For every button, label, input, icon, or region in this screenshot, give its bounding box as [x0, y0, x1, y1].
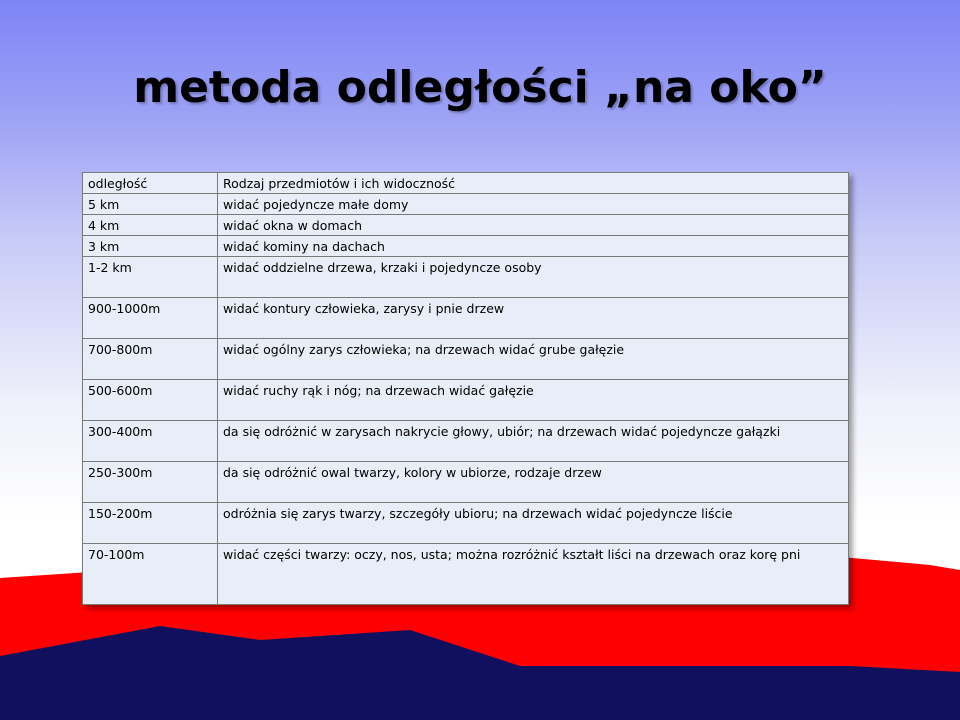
visibility-cell: widać ogólny zarys człowieka; na drzewach widać grube gałęzie: [218, 339, 849, 380]
distance-cell: 3 km: [83, 236, 218, 257]
distance-cell: 1-2 km: [83, 257, 218, 298]
visibility-cell: widać części twarzy: oczy, nos, usta; można rozróżnić kształt liści na drzewach oraz korę pni: [218, 544, 849, 605]
table-row: [83, 339, 849, 380]
visibility-cell: widać oddzielne drzewa, krzaki i pojedyncze osoby: [218, 257, 849, 298]
table-row: [83, 194, 849, 215]
table-row: [83, 298, 849, 339]
table-row: [83, 257, 849, 298]
distance-cell: 700-800m: [83, 339, 218, 380]
table-row: [83, 380, 849, 421]
header-cell-visibility: Rodzaj przedmiotów i ich widoczność: [218, 173, 849, 194]
distance-cell: 500-600m: [83, 380, 218, 421]
table-row: [83, 503, 849, 544]
visibility-cell: odróżnia się zarys twarzy, szczegóły ubioru; na drzewach widać pojedyncze liście: [218, 503, 849, 544]
distance-cell: 5 km: [83, 194, 218, 215]
table-row: [83, 421, 849, 462]
table-header-row: [83, 173, 849, 194]
slide-title: metoda odległości „na oko”: [133, 62, 827, 113]
visibility-cell: widać kominy na dachach: [218, 236, 849, 257]
visibility-cell: widać kontury człowieka, zarysy i pnie drzew: [218, 298, 849, 339]
table-row: [83, 462, 849, 503]
distance-cell: 150-200m: [83, 503, 218, 544]
distance-cell: 300-400m: [83, 421, 218, 462]
table-row: [83, 236, 849, 257]
distance-cell: 4 km: [83, 215, 218, 236]
distance-table: [82, 172, 849, 605]
header-cell-distance: odległość: [83, 173, 218, 194]
distance-cell: 250-300m: [83, 462, 218, 503]
distance-cell: 900-1000m: [83, 298, 218, 339]
visibility-cell: widać pojedyncze małe domy: [218, 194, 849, 215]
table-row: [83, 544, 849, 605]
visibility-cell: da się odróżnić owal twarzy, kolory w ubiorze, rodzaje drzew: [218, 462, 849, 503]
table-row: [83, 215, 849, 236]
visibility-cell: widać ruchy rąk i nóg; na drzewach widać gałęzie: [218, 380, 849, 421]
visibility-cell: widać okna w domach: [218, 215, 849, 236]
visibility-cell: da się odróżnić w zarysach nakrycie głowy, ubiór; na drzewach widać pojedyncze gałązki: [218, 421, 849, 462]
distance-cell: 70-100m: [83, 544, 218, 605]
